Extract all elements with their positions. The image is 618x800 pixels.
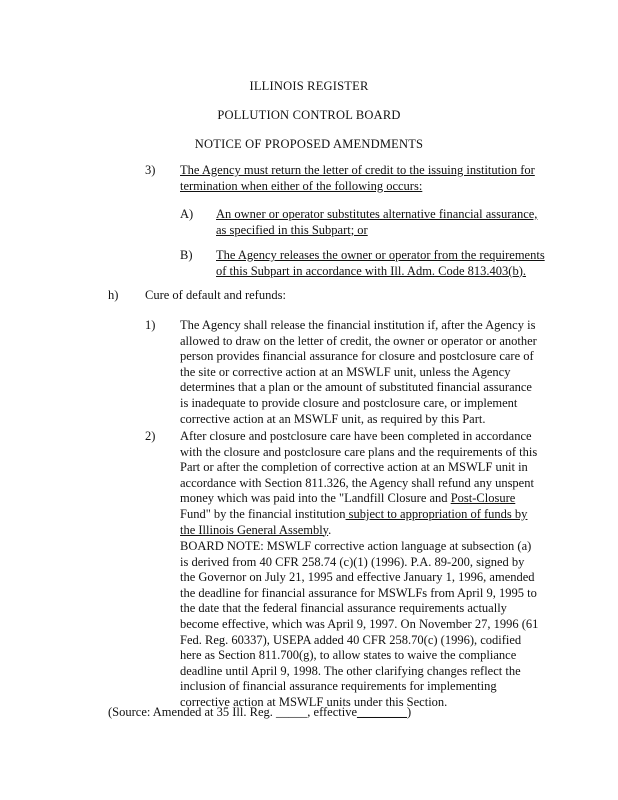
source-effective-blank: ________ <box>357 705 408 719</box>
item-2-text-part-b: Fund" by the financial institution <box>180 506 346 521</box>
item-h-label: h) <box>108 288 119 302</box>
item-a-label: A) <box>180 207 194 221</box>
item-1-text: The Agency shall release the financial institution if, after the Agency is allowed to draw on the letter of credit, the owner or operator or another person provides financial assurance for closure and postclosure care of the site or corrective action at an MSWLF unit, unless the Agency determines that a plan or the amount of substituted financial assurance is inadequate to provide closure and postclosure care, or implement corrective action at an MSWLF unit, as required by this Part. <box>180 318 537 426</box>
source-note-text: (Source: Amended at 35 Ill. Reg. _____, effective <box>108 705 358 719</box>
item-a-text <box>216 207 546 238</box>
item-2-appropriation-clause: subject to appropriation of funds by the Illinois General Assembly <box>180 506 528 537</box>
board-note: BOARD NOTE: MSWLF corrective action language at subsection (a) is derived from 40 CFR 258.74 (c)(1) (1996). P.A. 89-200, signed by the Governor on July 21, 1995 and effective January 1, 1996, amended the deadline for financial assurance for MSWLFs from April 9, 1995 to the date that the federal financial assurance requirements actually become effective, which was April 9, 1997. On November 27, 1996 (61 Fed. Reg. 60337), USEPA added 40 CFR 258.70(c) (1996), codified here as Section 811.700(g), to allow states to waive the compliance deadline until April 9, 1998. The other clarifying changes reflect the inclusion of financial assurance requirements for implementing corrective action at MSWLF units under this Section. <box>180 539 539 709</box>
board-title: POLLUTION CONTROL BOARD <box>217 108 401 122</box>
item-h-text: Cure of default and refunds: <box>145 288 286 302</box>
item-2-post-closure: Post-Closure <box>450 491 516 506</box>
item-b-label: B) <box>180 248 193 262</box>
item-b-underlined-text: The Agency releases the owner or operator from the requirements of this Subpart in accordance with Ill. Adm. Code 813.403(b). <box>216 248 545 278</box>
item-2-text <box>180 429 542 538</box>
item-3-text <box>180 163 550 194</box>
item-3-label: 3) <box>145 163 156 177</box>
source-note <box>108 705 548 721</box>
notice-title: NOTICE OF PROPOSED AMENDMENTS <box>194 137 424 151</box>
item-2-label: 2) <box>145 429 156 443</box>
item-b-text <box>216 248 546 279</box>
item-2-text-part-a: After closure and postclosure care have been completed in accordance with the closure and postclosure care plans and the requirements of this Part or after the completion of corrective action at an MSWLF unit in accordance with Section 811.326, the Agency shall refund any unspent money which was paid into the "Landfill Closure and <box>180 429 538 506</box>
item-a-underlined-text: An owner or operator substitutes alternative financial assurance, as specified in this Subpart; or <box>216 207 538 237</box>
item-1-label: 1) <box>145 318 156 332</box>
register-title: ILLINOIS REGISTER <box>249 79 369 93</box>
item-2-text-part-c: . <box>328 522 332 537</box>
item-3-underlined-text: The Agency must return the letter of credit to the issuing institution for termination when either of the following occurs: <box>180 163 535 193</box>
source-note-close: ) <box>407 705 412 719</box>
